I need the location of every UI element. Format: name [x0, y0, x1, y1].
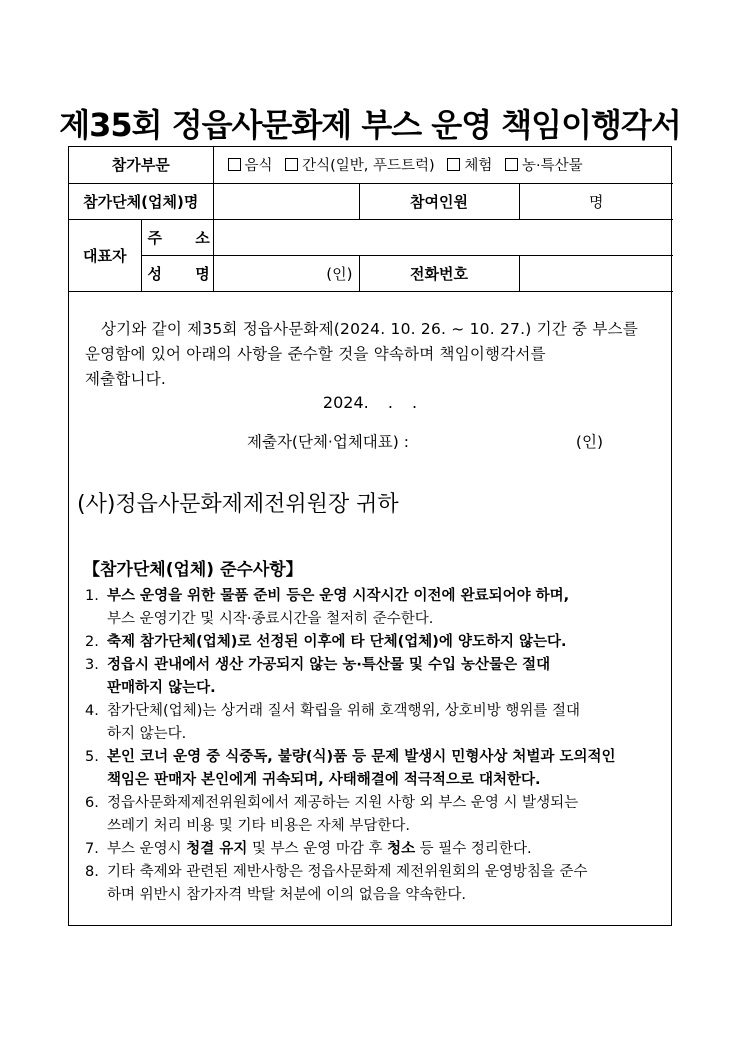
rule-item: 5. 본인 코너 운영 중 식중독, 불량(식)품 등 문제 발생시 민형사상 처벌과 도의적인 책임은 판매자 본인에게 귀속되며, 사태해결에 적극적으로 대처한다.: [85, 749, 616, 788]
org-row: [69, 183, 673, 219]
phone-label: 전화번호: [359, 255, 519, 291]
org-name-field[interactable]: [213, 183, 359, 219]
address-field[interactable]: [213, 219, 673, 255]
rules-title: 【참가단체(업체) 준수사항】: [83, 560, 303, 580]
name-field[interactable]: [213, 255, 359, 291]
pledge-line: 운영함에 있어 아래의 사항을 준수할 것을 약속하며 책임이행각서를: [85, 345, 546, 363]
rule-item: 3. 정읍시 관내에서 생산 가공되지 않는 농·특산물 및 수입 농산물은 절대 판매하지 않는다.: [85, 657, 551, 696]
pledge-line: 상기와 같이 제35회 정읍사문화제(2024. 10. 26. ~ 10. 27.) 기간 중 부스를: [101, 320, 638, 338]
submission-date: 2024. . .: [322, 393, 418, 412]
representative-name-row: [69, 255, 673, 291]
checkbox-icon[interactable]: [285, 158, 298, 171]
rules-list: [85, 585, 665, 907]
category-label: 참가부문: [69, 147, 213, 183]
submitter-label: 제출자(단체·업체대표) :: [247, 433, 409, 451]
rule-item: 2. 축제 참가단체(업체)로 선정된 이후에 타 단체(업체)에 양도하지 않는다.: [85, 634, 567, 650]
phone-field[interactable]: [519, 255, 673, 291]
pledge-form: [68, 146, 672, 926]
pledge-text: [85, 317, 657, 392]
category-snack[interactable]: 간식(일반, 푸드트럭): [277, 158, 435, 174]
rule-item: 7. 부스 운영시 청결 유지 및 부스 운영 마감 후 청소 등 필수 정리한다.: [85, 841, 532, 857]
name-label: 성 명: [141, 255, 213, 291]
rule-item: 6. 정읍사문화제제전위원회에서 제공하는 지원 사항 외 부스 운영 시 발생되는 쓰레기 처리 비용 및 기타 비용은 자체 부담한다.: [85, 795, 579, 834]
addressee: (사)정읍사문화제제전위원장 귀하: [77, 492, 399, 517]
participants-field[interactable]: [519, 183, 673, 219]
seal-mark: (인): [326, 264, 353, 283]
representative-address-row: [69, 219, 673, 255]
checkbox-icon[interactable]: [505, 158, 518, 171]
document-title: 제35회 정읍사문화제 부스 운영 책임이행각서: [59, 106, 681, 144]
representative-label: 대표자: [69, 219, 141, 291]
category-row: [69, 147, 673, 183]
pledge-line: 제출합니다.: [85, 370, 166, 388]
rule-item: 1. 부스 운영을 위한 물품 준비 등은 운영 시작시간 이전에 완료되어야 하며, 부스 운영기간 및 시작·종료시간을 철저히 준수한다.: [85, 588, 570, 627]
rule-item: 8. 기타 축제와 관련된 제반사항은 정읍사문화제 제전위원회의 운영방침을 준수 하며 위반시 참가자격 박탈 처분에 이의 없음을 약속한다.: [85, 864, 588, 903]
participants-label: 참여인원: [359, 183, 519, 219]
participants-unit: 명: [589, 192, 604, 211]
applicant-info-table: [69, 147, 673, 292]
address-label: 주 소: [141, 219, 213, 255]
category-food[interactable]: 음식: [220, 158, 273, 174]
category-agri[interactable]: 농·특산물: [497, 158, 583, 174]
submitter-seal: (인): [575, 433, 603, 451]
category-experience[interactable]: 체험: [439, 158, 492, 174]
checkbox-icon[interactable]: [447, 158, 460, 171]
checkbox-icon[interactable]: [228, 158, 241, 171]
org-name-label: 참가단체(업체)명: [69, 183, 213, 219]
rule-item: 4. 참가단체(업체)는 상거래 질서 확립을 위해 호객행위, 상호비방 행위를 절대 하지 않는다.: [85, 703, 581, 742]
category-options: [213, 147, 673, 183]
